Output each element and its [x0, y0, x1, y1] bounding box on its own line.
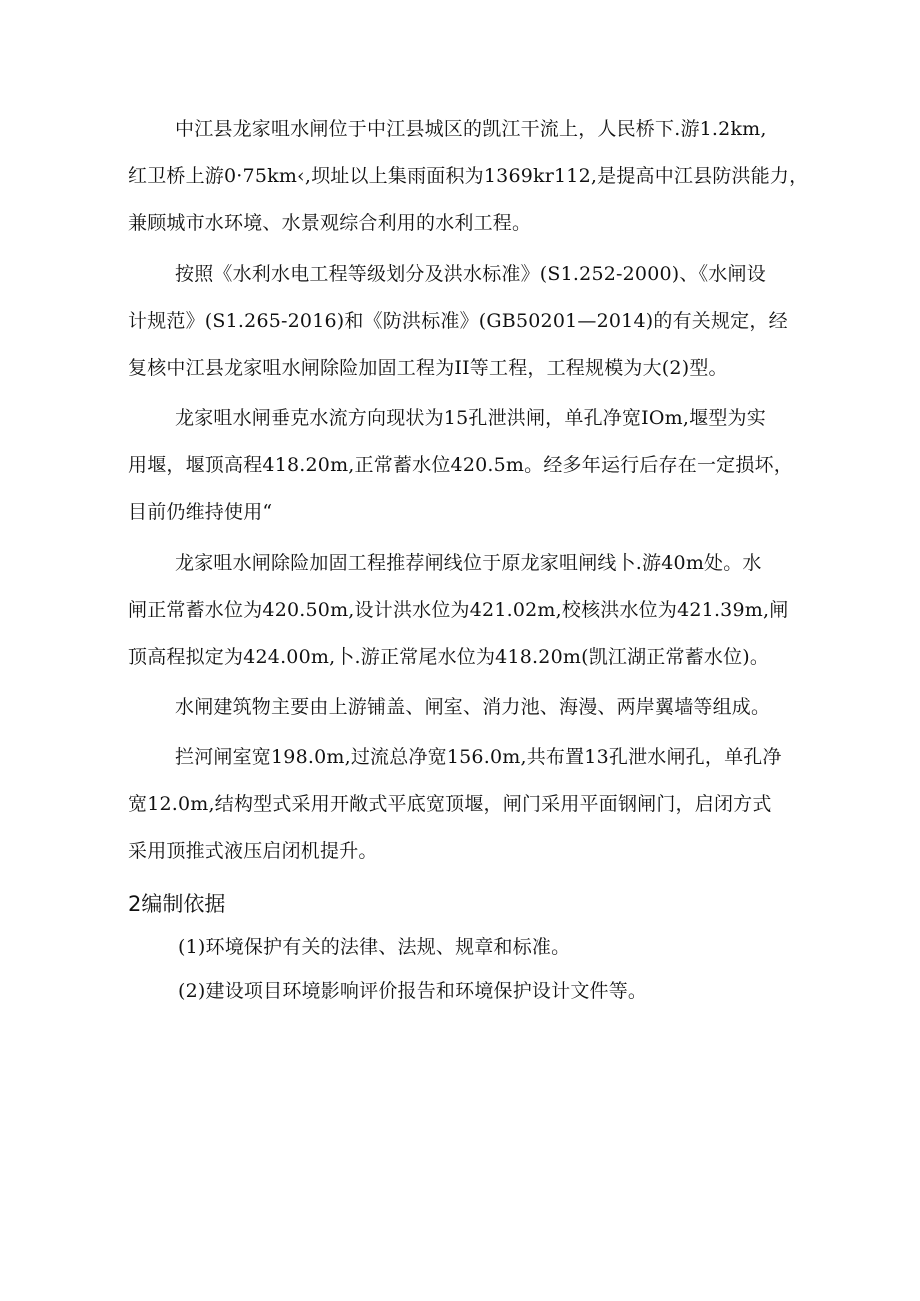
- paragraph-2-line-3: 复核中江县龙家咀水闸除险加固工程为II等工程，工程规模为大(2)型。: [128, 357, 728, 379]
- paragraph-1-line-1: 中江县龙家咀水闸位于中江县城区的凯江干流上，人民桥下.游1.2km,: [175, 118, 767, 140]
- paragraph-2-line-1: 按照《水利水电工程等级划分及洪水标准》(S1.252-2000)、《水闸设: [175, 263, 766, 285]
- paragraph-3-line-3: 目前仍维持使用“: [128, 501, 273, 523]
- paragraph-5-line-1: 水闸建筑物主要由上游铺盖、闸室、消力池、海漫、两岸翼墙等组成。: [175, 696, 771, 718]
- paragraph-1-line-3: 兼顾城市水环境、水景观综合利用的水利工程。: [128, 212, 532, 234]
- paragraph-2-line-2: 计规范》(S1.265-2016)和《防洪标准》(GB50201—2014)的有关规定，经: [128, 310, 788, 332]
- paragraph-4-line-2: 闸正常蓄水位为420.50m,设计洪水位为421.02m,校核洪水位为421.39m,闸: [128, 599, 789, 621]
- section-item-2: (2)建设项目环境影响评价报告和环境保护设计文件等。: [178, 980, 648, 1002]
- paragraph-6-line-1: 拦河闸室宽198.0m,过流总净宽156.0m,共布置13孔泄水闸孔，单孔净: [175, 746, 782, 768]
- paragraph-4-line-3: 顶高程拟定为424.00m,卜.游正常尾水位为418.20m(凯江湖正常蓄水位)。: [128, 646, 770, 668]
- paragraph-6-line-2: 宽12.0m,结构型式采用开敞式平底宽顶堰，闸门采用平面钢闸门，启闭方式: [128, 793, 772, 815]
- paragraph-3-line-2: 用堰，堰顶高程418.20m,正常蓄水位420.5m。经多年运行后存在一定损坏，: [128, 454, 793, 476]
- paragraph-6-line-3: 采用顶推式液压启闭机提升。: [128, 840, 378, 862]
- section-item-1: (1)环境保护有关的法律、法规、规章和标准。: [178, 936, 571, 958]
- section-heading: 2编制依据: [128, 892, 226, 916]
- paragraph-3-line-1: 龙家咀水闸垂克水流方向现状为15孔泄洪闸，单孔净宽IOm,堰型为实: [175, 407, 766, 429]
- paragraph-1-line-2: 红卫桥上游0·75km‹,坝址以上集雨面积为1369kr112,是提高中江县防洪能力，: [128, 165, 809, 187]
- paragraph-4-line-1: 龙家咀水闸除险加固工程推荐闸线位于原龙家咀闸线卜.游40m处。水: [175, 552, 762, 574]
